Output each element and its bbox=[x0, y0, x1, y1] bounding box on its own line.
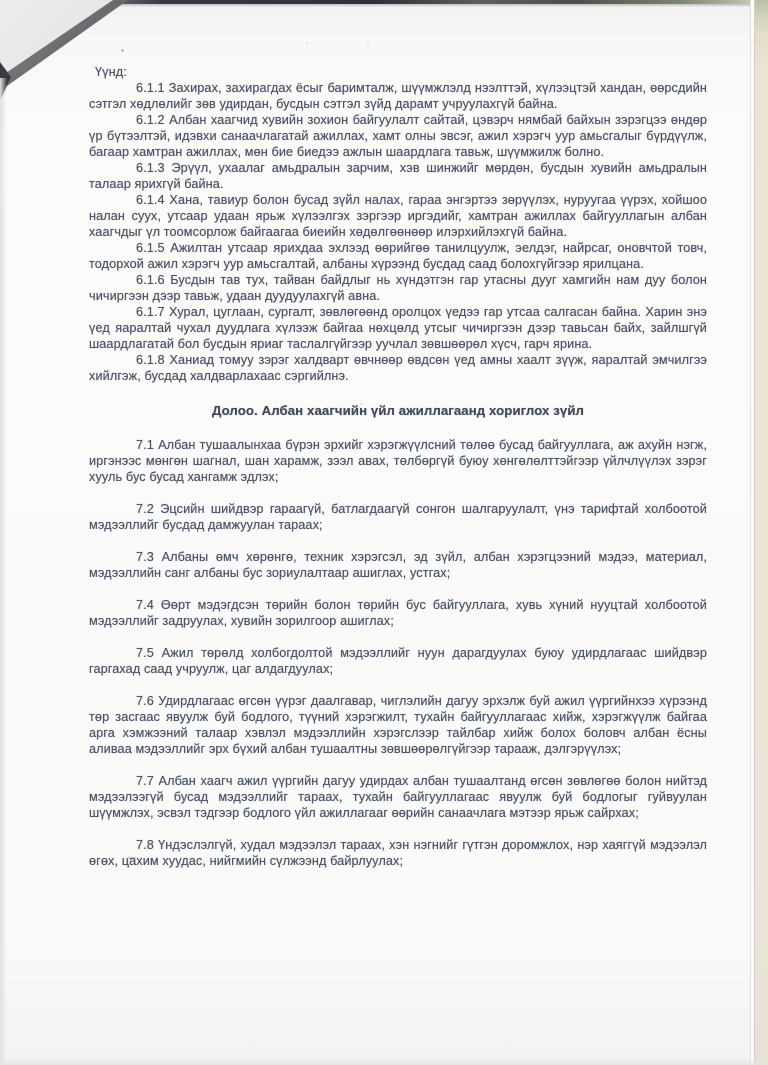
clause-7-4: 7.4 Өөрт мэдэгдсэн төрийн болон төрийн бус байгууллага, хувь хүний нууцтай холбоотой мэдээллийг задруулах, хувийн зорилгоор ашиглах; bbox=[89, 598, 707, 628]
scan-top-edge-soft-shadow bbox=[98, 4, 757, 7]
clause-7-8: 7.8 Үндэслэлгүй, худал мэдээлэл тараах, хэн нэгнийг гүтгэн доромжлох, нэр хаяггүй мэдээлэл өгөх, цахим хуудас, нийгмийн сүлжээнд байрлуулах; bbox=[89, 838, 707, 868]
scan-speck bbox=[121, 49, 124, 52]
scan-left-edge-shade bbox=[0, 78, 7, 1065]
clause-7-3: 7.3 Албаны өмч хөрөнгө, техник хэрэгсэл, эд зүйл, албан хэрэгцээний мэдээ, материал, мэдээллийн санг албаны бус зориулалтаар ашиглах, устгах; bbox=[89, 550, 707, 580]
scan-speck bbox=[367, 44, 369, 46]
clause-6-1-6: 6.1.6 Бусдын тав тух, тайван байдлыг нь хүндэтгэн гар утасны дууг хамгийн нам дуу болон чичиргээн дээр тавьж, удаан дуудуулахгүй авна. bbox=[89, 273, 707, 303]
clause-6-1-1: 6.1.1 Захирах, захирагдах ёсыг баримталж, шүүмжлэлд нээлттэй, хүлээцтэй хандан, өөрсдийн сэтгэл хөдлөлийг зөв удирдан, бусдын сэтгэл зүйд дарамт учруулахгүй байна. bbox=[89, 81, 707, 111]
clause-7-6: 7.6 Удирдлагаас өгсөн үүрэг даалгавар, чиглэлийн дагуу эрхэлж буй ажил үүргийнхээ хүрээнд төр засгаас явуулж буй бодлого, түүний хэрэгжилт, тухайн байгууллагаас хийж, хэрэгжүүлж байгаа арга хэмжээний талаар хэвлэл мэдээллийн хэрэгслээр тайлбар хийж болох боловч албан ёсны аливаа мэдээллийг эрх бүхий албан тушаалтны зөвшөөрөлгүйгээр тарааж, дэлгэрүүлэх; bbox=[89, 694, 707, 756]
lead-line: Үүнд: bbox=[95, 65, 127, 79]
clause-6-1-7: 6.1.7 Хурал, цуглаан, сургалт, зөвлөгөөнд оролцох үедээ гар утсаа салгасан байна. Харин энэ үед яаралтай чухал дуудлага хүлээж байгаа нөхцөлд утсыг чичиргээн дээр тавьсан байх, зайлшгүй шаардлагатай бол бусдын яриаг таслалгүйгээр уучлал зөвшөөрөл хүсч, гарч ярина. bbox=[89, 305, 707, 351]
clause-6-1-2: 6.1.2 Албан хаагчид хувийн зохион байгуулалт сайтай, цэвэрч нямбай байхын зэрэгцээ өндөр үр бүтээлтэй, идэвхи санаачлагатай ажиллах, хамт олны эвсэг, ажил хэрэгч уур амьсгалыг бүрдүүлж, багаар хамтран ажиллах, мөн бие биедээ ажлын шаардлага тавьж, шүүмжилж болно. bbox=[89, 113, 707, 159]
clause-6-1-4: 6.1.4 Хана, тавиур болон бусад зүйл налах, гараа энгэртээ зөрүүлэх, нуруугаа үүрэх, хойшоо налан суух, утсаар удаан ярьж хүлээлгэх зэргээр иргэдийг, хамтран ажиллах байгууллагын албан хаагчдыг үл тоомсорлож байгаагаа биеийн хөдөлгөөнөөр илэрхийлэхгүй байна. bbox=[89, 193, 707, 239]
clause-7-2: 7.2 Эцсийн шийдвэр гараагүй, батлагдаагүй сонгон шалгаруулалт, үнэ тарифтай холбоотой мэдээллийг бусдад дамжуулан тараах; bbox=[89, 502, 707, 532]
scan-bottom-edge-shade bbox=[0, 1059, 755, 1065]
clause-7-5: 7.5 Ажил төрөлд холбогдолтой мэдээллийг нуун дарагдуулах буюу удирдлагаас шийдвэр гаргахад саад учруулж, цаг алдагдуулах; bbox=[89, 646, 707, 676]
clause-6-1-5: 6.1.5 Ажилтан утсаар ярихдаа эхлээд өөрийгөө танилцуулж, эелдэг, найрсаг, оновчтой товч, тодорхой ажил хэрэгч уур амьсгалтай, албаны хүрээнд бусдад саад болохгүйгээр ярилцана. bbox=[89, 241, 707, 271]
scan-speck bbox=[306, 42, 308, 44]
clause-6-1-8: 6.1.8 Ханиад томуу зэрэг халдварт өвчнөөр өвдсөн үед амны хаалт зүүж, яаралтай эмчилгээ хийлгэж, бусдад халдварлахаас сэргийлнэ. bbox=[89, 353, 707, 383]
document-body bbox=[89, 64, 707, 869]
clause-6-1-3: 6.1.3 Эрүүл, ухаалаг амьдралын зарчим, хэв шинжийг мөрдөн, бусдын хувийн амьдралын талаар ярихгүй байна. bbox=[89, 161, 707, 191]
chapter7-heading: Долоо. Албан хаагчийн үйл ажиллагаанд хориглох зүйл bbox=[211, 403, 585, 418]
scan-right-beige-strip bbox=[754, 0, 768, 1065]
clause-7-1: 7.1 Албан тушаалынхаа бүрэн эрхийг хэрэгжүүлсний төлөө бусад байгууллага, аж ахуйн нэгж, иргэнээс мөнгөн шагнал, шан харамж, зээл авах, төлбөргүй буюу хөнгөлөлттэйгээр үйлчлүүлэх зэрэг хууль бус бусад хангамж эдлэх; bbox=[89, 438, 707, 484]
clause-7-7: 7.7 Албан хаагч ажил үүргийн дагуу удирдах албан тушаалтанд өгсөн зөвлөгөө болон нийтэд мэдээлээгүй бусад мэдээллийг тараах, тухайн байгууллагаас явуулж буй бодлогыг гуйвуулан шүүмжлэх, эсвэл тэдгээр бодлого үйл ажиллагааг өөрийн санаачлага мэтээр ярьж сайрхах; bbox=[89, 774, 707, 820]
